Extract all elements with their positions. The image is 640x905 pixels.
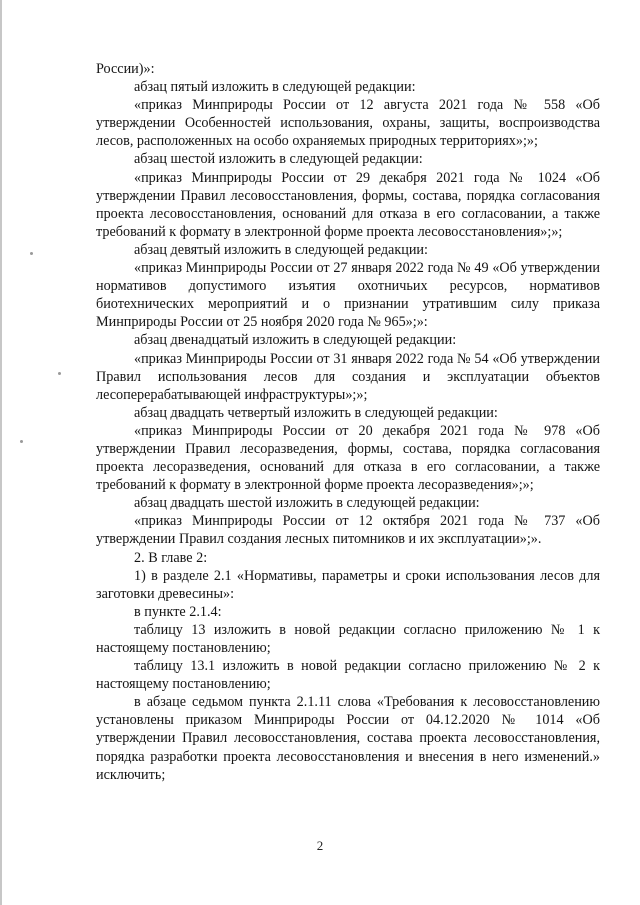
paragraph: 1) в разделе 2.1 «Нормативы, параметры и сроки использования лесов для заготовки древесины»: bbox=[96, 567, 600, 602]
paragraph: «приказ Минприроды России от 31 января 2022 года № 54 «Об утверждении Правил использования лесов для создания и эксплуатации объектов лесоперерабатывающей инфраструктуры»;»; bbox=[96, 350, 600, 403]
paragraph: абзац двадцать четвертый изложить в следующей редакции: bbox=[134, 404, 498, 421]
scan-edge-line bbox=[0, 0, 2, 905]
scan-speck bbox=[58, 372, 61, 375]
page-number: 2 bbox=[316, 838, 324, 853]
paragraph: «приказ Минприроды России от 29 декабря 2021 года № 1024 «Об утверждении Правил лесовосстановления, формы, состава, порядка согласования проекта лесовосстановления, оснований для отказа в его согласовании, а также требований к формату в электронной форме проекта лесовосстановления»;»; bbox=[96, 169, 600, 240]
paragraph: 2. В главе 2: bbox=[134, 549, 208, 566]
paragraph: абзац пятый изложить в следующей редакции: bbox=[134, 79, 416, 96]
paragraph: «приказ Минприроды России от 27 января 2022 года № 49 «Об утверждении нормативов допустимого изъятия охотничьих ресурсов, нормативов биотехнических мероприятий и о признании утратившим силу приказа Минприроды России от 25 ноября 2020 года № 965»;»: bbox=[96, 260, 600, 331]
paragraph: в пункте 2.1.4: bbox=[134, 603, 222, 620]
paragraph: России)»: bbox=[96, 61, 155, 77]
paragraph: абзац шестой изложить в следующей редакции: bbox=[134, 151, 423, 168]
paragraph: таблицу 13.1 изложить в новой редакции согласно приложению № 2 к настоящему постановлению; bbox=[96, 658, 600, 693]
paragraph: «приказ Минприроды России от 12 августа 2021 года № 558 «Об утверждении Особенностей использования, охраны, защиты, воспроизводства лесов, расположенных на особо охраняемых природных территориях»;»; bbox=[96, 97, 600, 150]
scan-speck bbox=[30, 252, 33, 255]
paragraph: «приказ Минприроды России от 12 октября 2021 года № 737 «Об утверждении Правил создания лесных питомников и их эксплуатации»;». bbox=[96, 513, 600, 548]
paragraph: таблицу 13 изложить в новой редакции согласно приложению № 1 к настоящему постановлению; bbox=[96, 621, 600, 656]
paragraph: в абзаце седьмом пункта 2.1.11 слова «Требования к лесовосстановлению установлены приказом Минприроды России от 04.12.2020 № 1014 «Об утверждении Правил лесовосстановления, состава проекта лесовосстановления, порядка разработки проекта лесовосстановления и внесения в него изменений.» исключить; bbox=[96, 694, 600, 783]
paragraph: абзац девятый изложить в следующей редакции: bbox=[134, 241, 428, 258]
document-page bbox=[96, 60, 600, 784]
paragraph: «приказ Минприроды России от 20 декабря 2021 года № 978 «Об утверждении Правил лесоразведения, формы, состава, порядка согласования проекта лесоразведения, оснований для отказа в его согласовании, а также требований к формату в электронной форме проекта лесоразведения»;»; bbox=[96, 422, 600, 494]
scan-speck bbox=[20, 440, 23, 443]
paragraph: абзац двенадцатый изложить в следующей редакции: bbox=[134, 332, 457, 349]
paragraph: абзац двадцать шестой изложить в следующей редакции: bbox=[134, 495, 480, 512]
